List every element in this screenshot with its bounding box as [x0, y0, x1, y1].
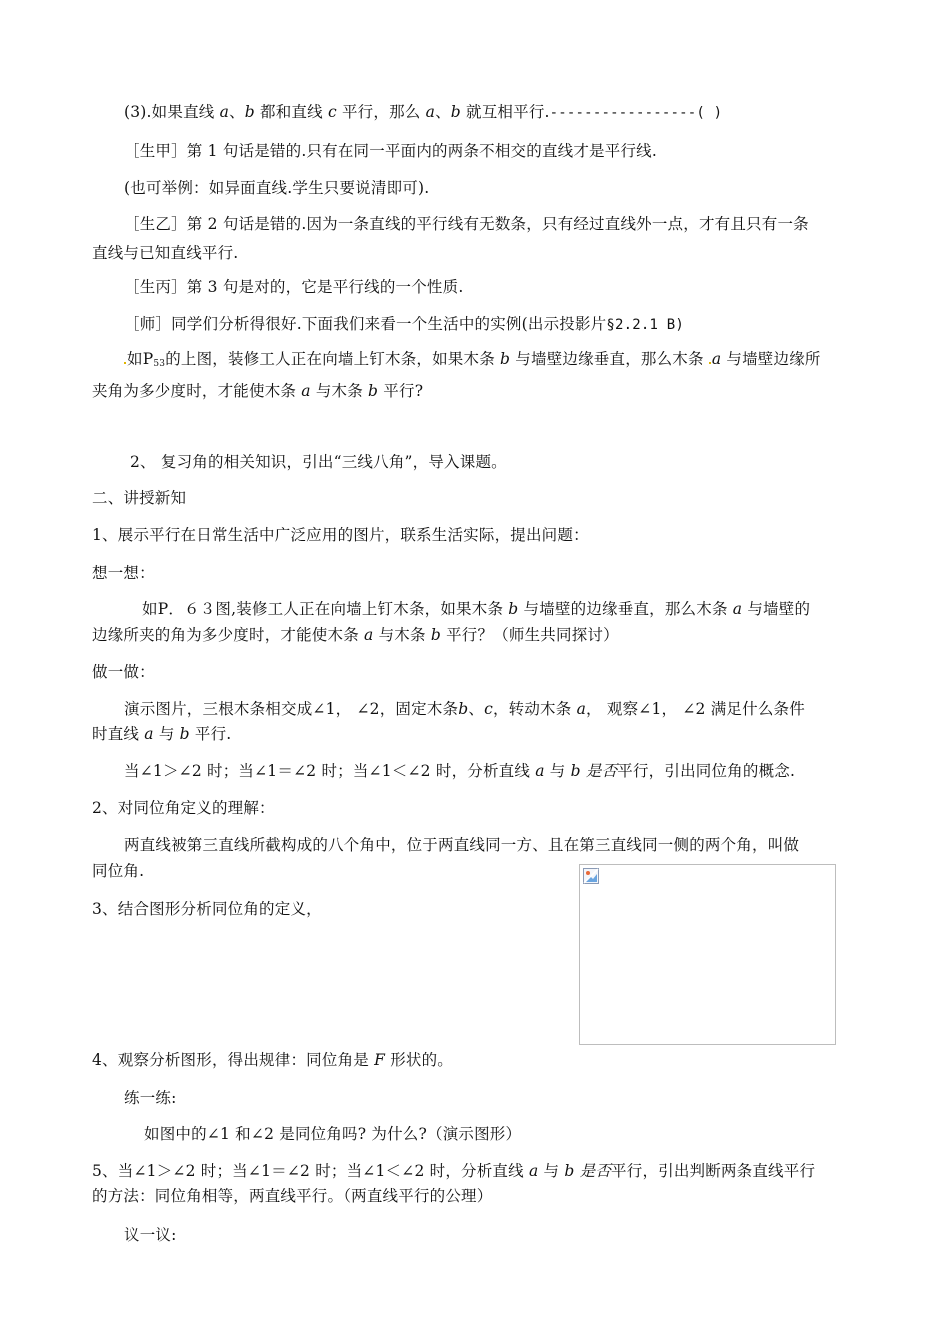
think-problem-cont: [92, 624, 619, 646]
var-b: b: [458, 700, 469, 718]
text: 是否: [574, 1162, 612, 1180]
var-b: b: [450, 103, 461, 121]
text: 平行?: [378, 382, 424, 400]
review-item: 2、 复习角的相关知识，引出“三线八角”，导入课题。: [130, 453, 507, 471]
example-note: (也可举例：如异面直线.学生只要说清即可).: [124, 179, 430, 197]
text: ， 观察∠1， ∠2 满足什么条件: [586, 700, 805, 718]
text: 与木条: [310, 382, 369, 400]
var-a: a: [301, 382, 311, 400]
text: 平行，引出判断两条直线平行: [611, 1162, 816, 1180]
step-5: [92, 1160, 815, 1182]
practice-question: 如图中的∠1 和∠2 是同位角吗? 为什么?（演示图形）: [144, 1125, 522, 1143]
broken-image-icon: [583, 868, 599, 884]
student-b-answer: [124, 208, 809, 241]
var-b: b: [564, 1162, 575, 1180]
text: 4、观察分析图形，得出规律：同位角是: [92, 1051, 375, 1069]
var-a: a: [144, 725, 154, 743]
var-a: a: [711, 350, 722, 368]
step-5-cont: 的方法：同位角相等，两直线平行。（两直线平行的公理）: [92, 1187, 493, 1205]
example-problem: [124, 348, 821, 375]
student-c-answer: ［生丙］第 3 句是对的，它是平行线的一个性质.: [124, 278, 464, 296]
text: 平行，那么: [336, 103, 426, 121]
definition: 两直线被第三直线所截构成的八个角中，位于两直线同一方、且在第三直线同一侧的两个角，叫做: [124, 836, 800, 854]
letter-f: F: [374, 1051, 386, 1069]
text: 、: [435, 103, 451, 121]
think-problem: [142, 598, 810, 620]
var-b: b: [368, 382, 379, 400]
text: 平行？（师生共同探讨）: [440, 626, 619, 644]
var-a: a: [364, 626, 374, 644]
text: 与: [544, 762, 571, 780]
revision-mark: [124, 362, 126, 364]
section-heading: 二、讲授新知: [92, 489, 187, 507]
text: 形状的。: [385, 1051, 453, 1069]
var-b: b: [570, 762, 581, 780]
student-a-answer: ［生甲］第 1 句话是错的.只有在同一平面内的两条不相交的直线才是平行线.: [124, 142, 657, 160]
text: 平行，引出同位角的概念.: [617, 762, 796, 780]
text: ，转动木条: [492, 700, 577, 718]
think-heading: 想一想：: [92, 564, 155, 582]
teacher-remark: [124, 313, 684, 336]
step-4: [92, 1049, 453, 1071]
student-b-answer-cont: 直线与已知直线平行.: [92, 244, 239, 262]
text: 与墙壁边缘所: [721, 350, 821, 368]
text: 如P: [127, 350, 154, 368]
var-a: a: [528, 1162, 539, 1180]
angle-cases: [124, 760, 795, 782]
text: 演示图片，三根木条相交成∠1， ∠2，固定木条: [124, 700, 459, 718]
text: 如P．６３图,装修工人正在向墙上钉木条，如果木条: [142, 600, 509, 618]
text: 与墙壁的边缘垂直，那么木条: [518, 600, 733, 618]
step-1: 1、展示平行在日常生活中广泛应用的图片，联系生活实际，提出问题：: [92, 526, 589, 544]
var-a: a: [576, 700, 587, 718]
text: 夹角为多少度时，才能使木条: [92, 382, 302, 400]
text: 与木条: [373, 626, 431, 644]
step-3: 3、结合图形分析同位角的定义，: [92, 900, 322, 918]
var-b: b: [508, 600, 519, 618]
var-a: a: [535, 762, 545, 780]
text: 5、当∠1＞∠2 时；当∠1＝∠2 时；当∠1＜∠2 时，分析直线: [92, 1162, 529, 1180]
demo-text-cont: [92, 723, 231, 745]
text: 、: [468, 700, 485, 718]
var-c: c: [484, 700, 493, 718]
var-b: b: [179, 725, 190, 743]
var-b: b: [244, 103, 255, 121]
text: 当∠1＞∠2 时；当∠1＝∠2 时；当∠1＜∠2 时，分析直线: [124, 762, 536, 780]
var-b: b: [430, 626, 441, 644]
text: 时直线: [92, 725, 145, 743]
text: 的上图，装修工人正在向墙上钉木条，如果木条: [165, 350, 501, 368]
var-b: b: [500, 350, 511, 368]
step-2: 2、对同位角定义的理解：: [92, 799, 275, 817]
practice-heading: 练一练:: [124, 1089, 177, 1107]
text: ［生乙］第 2 句话是错的.因为一条直线的平行线有无数条，只有经过直线外一点，才有且只有一条: [124, 215, 809, 233]
text: 是否: [580, 762, 618, 780]
figure-placeholder: [579, 864, 836, 1045]
example-problem-cont: [92, 380, 423, 402]
var-a: a: [425, 103, 436, 121]
text: 与: [538, 1162, 565, 1180]
revision-mark: [709, 362, 711, 364]
discuss-heading: 议一议:: [124, 1226, 177, 1244]
text: 边缘所夹的角为多少度时，才能使木条: [92, 626, 365, 644]
text: 、: [229, 103, 245, 121]
text: ［师］同学们分析得很好.下面我们来看一个生活中的实例(出示投影片: [124, 315, 607, 333]
var-c: c: [327, 103, 337, 121]
text: 就互相平行.: [460, 103, 550, 121]
var-a: a: [732, 600, 743, 618]
text: 与墙壁边缘垂直，那么木条: [510, 350, 709, 368]
demo-text: [124, 698, 805, 720]
statement-3: [124, 101, 722, 124]
slide-reference: §2.2.1 B): [606, 317, 685, 333]
definition-cont: 同位角.: [92, 862, 145, 880]
text: 平行.: [189, 725, 232, 743]
text: 与墙壁的: [742, 600, 811, 618]
var-a: a: [219, 103, 230, 121]
text: 与: [153, 725, 180, 743]
do-heading: 做一做：: [92, 663, 155, 681]
text: 都和直线: [254, 103, 328, 121]
text: (3).如果直线: [124, 103, 220, 121]
answer-blank: -----------------( ): [549, 105, 723, 121]
page-subscript: 53: [153, 359, 166, 369]
